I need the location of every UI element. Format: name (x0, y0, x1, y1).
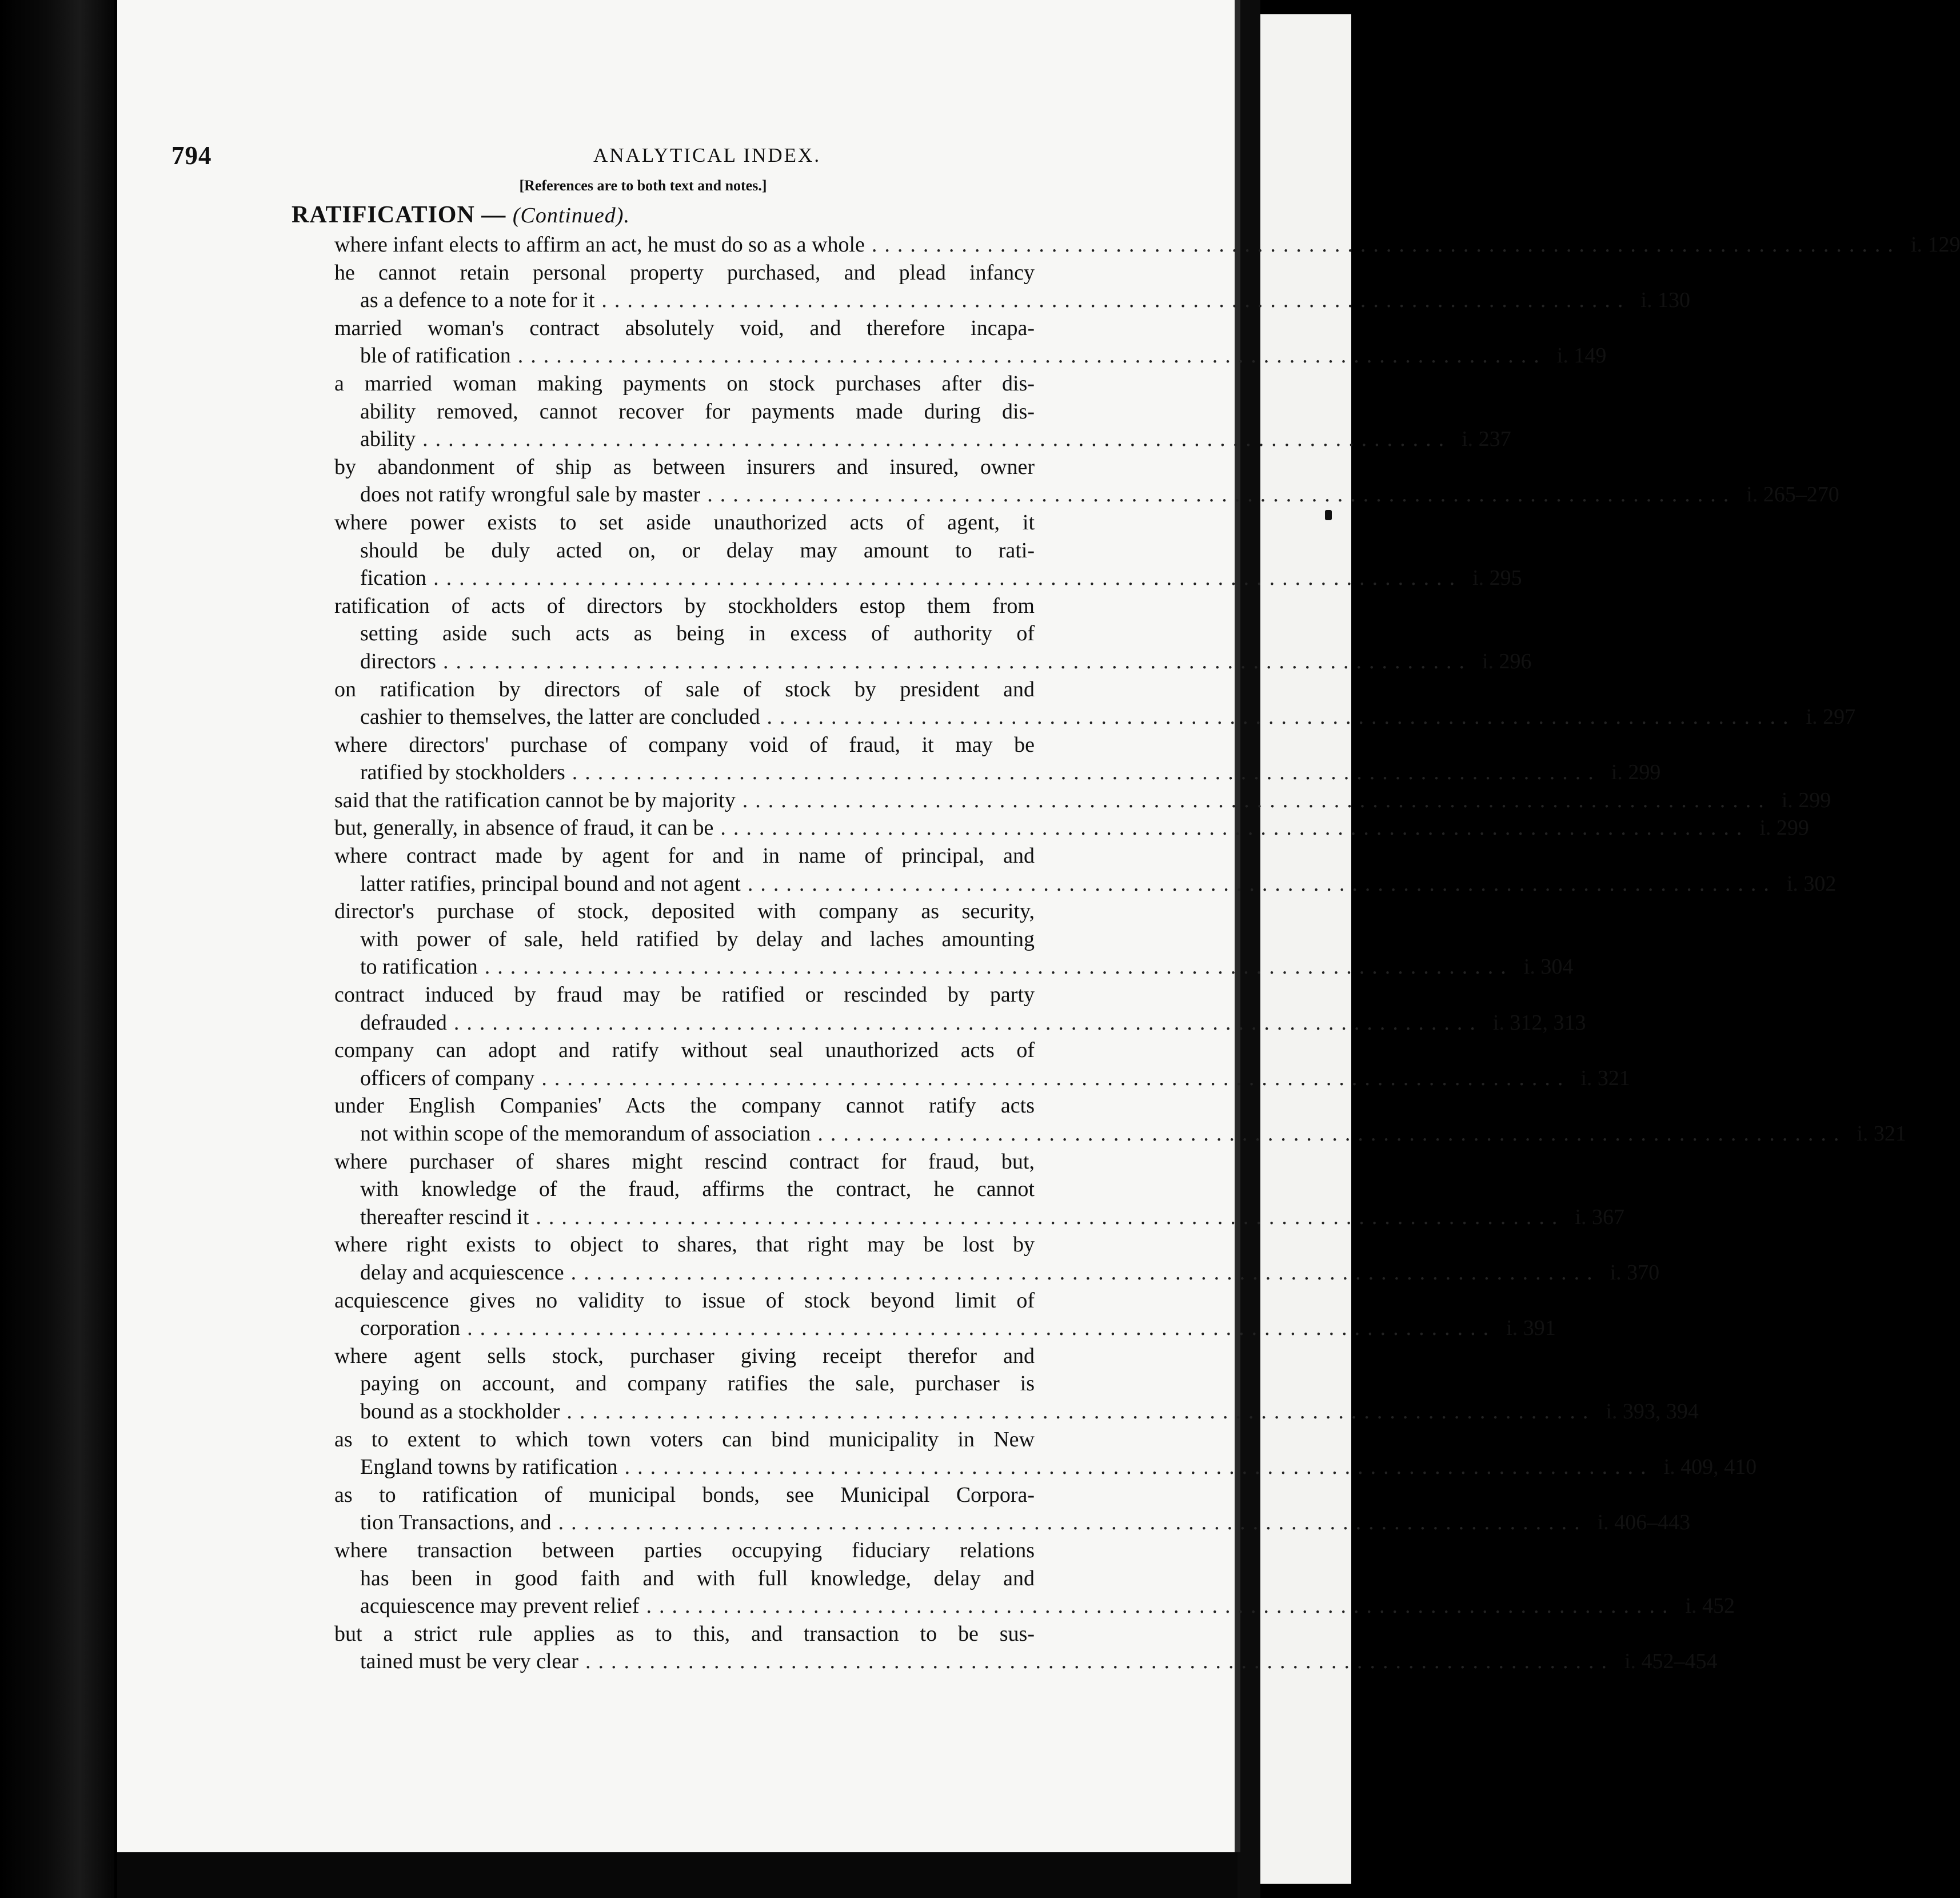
entry-text: directors (360, 649, 436, 673)
index-entry (334, 1620, 1718, 1676)
entry-last-line (334, 648, 1532, 676)
page-reference: i. 304 (1523, 955, 1574, 979)
page-reference: i. 299 (1781, 788, 1831, 812)
entry-line: married woman's contract absolutely void, and therefore incapa- (334, 316, 1035, 340)
index-entry (334, 1537, 1735, 1620)
page-edge-shadow (0, 0, 114, 1898)
dot-leader: ................................................................................ (646, 1594, 1675, 1618)
page-reference: i. 312, 313 (1492, 1010, 1586, 1035)
index-entries (334, 231, 1960, 1676)
entry-text: England towns by ratification (360, 1455, 618, 1480)
entry-last-line (334, 1009, 1586, 1037)
index-entry (334, 731, 1661, 787)
entry-line: has been in good faith and with full knowledge, delay and (360, 1566, 1035, 1590)
entry-line: ratification of acts of directors by stockholders estop them from (334, 593, 1035, 618)
entry-line: should be duly acted on, or delay may amount to rati- (360, 538, 1035, 563)
page-reference: i. 302 (1786, 871, 1837, 896)
index-entry (334, 231, 1960, 259)
page-reference: i. 130 (1640, 288, 1690, 313)
entry-text: delay and acquiescence (360, 1260, 564, 1285)
entry-text: said that the ratification cannot be by majority (334, 788, 736, 812)
page-reference: i. 391 (1506, 1316, 1556, 1341)
index-entry (334, 787, 1831, 815)
entry-line: where agent sells stock, purchaser giving receipt therefor and (334, 1343, 1035, 1368)
entry-line: contract induced by fraud may be ratified or rescinded by party (334, 983, 1035, 1007)
entry-line: paying on account, and company ratifies the sale, purchaser is (360, 1371, 1035, 1396)
page-reference: i. 295 (1472, 566, 1522, 591)
index-entry (334, 1287, 1556, 1342)
index-entry (334, 1092, 1906, 1147)
entry-line: setting aside such acts as being in excess of authority of (360, 621, 1035, 646)
entry-text: acquiescence may prevent relief (360, 1594, 640, 1618)
entry-line: a married woman making payments on stock purchases after dis- (334, 371, 1035, 396)
dot-leader: ................................................................................ (707, 483, 1737, 507)
entry-last-line (334, 787, 1831, 815)
index-entry (334, 370, 1511, 453)
entry-last-line (334, 1203, 1624, 1231)
dot-leader: ................................................................................ (720, 816, 1750, 840)
index-entry (334, 814, 1809, 842)
entry-text: but, generally, in absence of fraud, it can be (334, 816, 714, 840)
entry-text: does not ratify wrongful sale by master (360, 483, 701, 507)
entry-text: where infant elects to affirm an act, he must do so as a whole (334, 233, 865, 257)
page-header (171, 141, 1143, 175)
dot-leader: ................................................................................ (422, 427, 1452, 452)
index-entry (334, 981, 1586, 1036)
index-entry (334, 1342, 1699, 1426)
entry-text: latter ratifies, principal bound and not agent (360, 871, 741, 896)
page-reference: i. 299 (1759, 816, 1809, 840)
index-heading (292, 201, 630, 229)
entry-last-line (334, 1453, 1757, 1481)
index-entry (334, 509, 1522, 592)
entry-line: as to extent to which town voters can bind municipality in New (334, 1427, 1035, 1452)
index-entry (334, 676, 1856, 731)
entry-last-line (334, 342, 1607, 370)
entry-last-line (334, 425, 1511, 453)
dot-leader: ................................................................................ (624, 1455, 1654, 1480)
dot-leader: ................................................................................ (871, 233, 1901, 257)
page-reference: i. 129 (1910, 233, 1960, 257)
dot-leader: ................................................................................ (433, 566, 1463, 591)
entry-line: where transaction between parties occupying fiduciary relations (334, 1538, 1035, 1562)
entry-last-line (334, 1064, 1630, 1092)
entry-last-line (334, 481, 1839, 509)
heading-continued: (Continued). (512, 204, 630, 228)
index-entry (334, 453, 1839, 509)
index-entry (334, 842, 1837, 898)
page-reference: i. 296 (1482, 649, 1532, 673)
index-entry (334, 1231, 1660, 1286)
entry-text: ratified by stockholders (360, 760, 565, 785)
entry-last-line (334, 1592, 1735, 1620)
entry-line: company can adopt and ratify without seal unauthorized acts of (334, 1038, 1035, 1063)
entry-text: fication (360, 566, 427, 591)
dot-leader: ................................................................................ (572, 760, 1601, 785)
dot-leader: ................................................................................ (467, 1316, 1496, 1341)
dot-leader: ................................................................................ (742, 788, 1771, 812)
entry-last-line (334, 1398, 1699, 1426)
entry-last-line (334, 814, 1809, 842)
dot-leader: ................................................................................ (767, 705, 1796, 729)
entry-line: he cannot retain personal property purchased, and plead infancy (334, 260, 1035, 285)
entry-line: acquiescence gives no validity to issue of stock beyond limit of (334, 1288, 1035, 1313)
entry-last-line (334, 231, 1960, 259)
entry-line: ability removed, cannot recover for payments made during dis- (360, 399, 1035, 424)
entry-line: with knowledge of the fraud, affirms the contract, he cannot (360, 1177, 1035, 1202)
page-reference: i. 406–443 (1597, 1510, 1691, 1535)
dot-leader: ................................................................................ (484, 955, 1514, 979)
dot-leader: ................................................................................ (558, 1510, 1587, 1535)
entry-text: officers of company (360, 1066, 535, 1090)
entry-text: to ratification (360, 955, 478, 979)
entry-text: corporation (360, 1316, 461, 1341)
entry-last-line (334, 1259, 1660, 1287)
index-entry (334, 1481, 1691, 1537)
entry-last-line (334, 953, 1574, 981)
page-reference: i. 265–270 (1746, 483, 1839, 507)
page-reference: i. 321 (1857, 1122, 1906, 1146)
references-note: [References are to both text and notes.] (519, 177, 767, 194)
page-reference: i. 452–454 (1624, 1649, 1718, 1674)
page-reference: i. 367 (1575, 1205, 1624, 1229)
index-entry (334, 898, 1574, 981)
entry-text: cashier to themselves, the latter are concluded (360, 705, 760, 729)
entry-line: by abandonment of ship as between insurers and insured, owner (334, 454, 1035, 479)
entry-last-line (334, 564, 1522, 592)
entry-last-line (334, 1648, 1718, 1676)
page-reference: i. 297 (1806, 705, 1856, 729)
dot-leader: ................................................................................ (442, 649, 1472, 673)
dot-leader: ................................................................................ (817, 1122, 1847, 1146)
index-entry (334, 592, 1532, 676)
index-entry (334, 1148, 1624, 1231)
entry-text: defrauded (360, 1010, 447, 1035)
entry-last-line (334, 759, 1661, 787)
entry-line: where directors' purchase of company void of fraud, it may be (334, 732, 1035, 757)
entry-text: as a defence to a note for it (360, 288, 595, 313)
entry-text: tion Transactions, and (360, 1510, 552, 1535)
entry-line: where right exists to object to shares, that right may be lost by (334, 1233, 1035, 1257)
entry-text: tained must be very clear (360, 1649, 578, 1674)
index-entry (334, 314, 1607, 370)
entry-line: on ratification by directors of sale of stock by president and (334, 677, 1035, 701)
entry-line: where contract made by agent for and in name of principal, and (334, 844, 1035, 868)
index-entry (334, 1036, 1630, 1092)
page-reference: i. 299 (1611, 760, 1661, 785)
running-title: ANALYTICAL INDEX. (593, 144, 821, 166)
page-reference: i. 452 (1685, 1594, 1735, 1618)
page-bottom-shadow (117, 1852, 1238, 1898)
index-entry (334, 259, 1690, 314)
entry-last-line (334, 703, 1856, 731)
page-reference: i. 237 (1462, 427, 1511, 452)
page-reference: i. 370 (1610, 1260, 1660, 1285)
entry-line: where purchaser of shares might rescind contract for fraud, but, (334, 1149, 1035, 1174)
page-reference: i. 149 (1556, 344, 1607, 368)
entry-line: director's purchase of stock, deposited with company as security, (334, 899, 1035, 924)
dot-leader: ................................................................................ (570, 1260, 1600, 1285)
page-reference: i. 321 (1580, 1066, 1630, 1090)
entry-last-line (334, 1120, 1906, 1148)
entry-last-line (334, 286, 1690, 314)
dot-leader: ................................................................................ (747, 871, 1777, 896)
heading-term: RATIFICATION — (292, 202, 506, 228)
entry-text: ble of ratification (360, 344, 511, 368)
entry-last-line (334, 870, 1837, 898)
entry-last-line (334, 1509, 1691, 1537)
entry-line: as to ratification of municipal bonds, see Municipal Corpora- (334, 1482, 1035, 1507)
dot-leader: ................................................................................ (566, 1399, 1596, 1424)
entry-line: under English Companies' Acts the company cannot ratify acts (334, 1094, 1035, 1118)
entry-text: thereafter rescind it (360, 1205, 529, 1229)
entry-line: but a strict rule applies as to this, and transaction to be sus- (334, 1621, 1035, 1646)
entry-text: ability (360, 427, 416, 452)
entry-last-line (334, 1314, 1556, 1342)
ink-speck (1325, 510, 1332, 520)
dot-leader: ................................................................................ (453, 1010, 1483, 1035)
page-reference: i. 393, 394 (1606, 1399, 1699, 1424)
dot-leader: ................................................................................ (536, 1205, 1565, 1229)
page-number: 794 (171, 141, 212, 170)
dot-leader: ................................................................................ (585, 1649, 1614, 1674)
entry-line: with power of sale, held ratified by delay and laches amounting (360, 927, 1035, 951)
index-entry (334, 1426, 1757, 1481)
dot-leader: ................................................................................ (601, 288, 1631, 313)
dot-leader: ................................................................................ (541, 1066, 1571, 1090)
dot-leader: ................................................................................ (517, 344, 1547, 368)
entry-text: bound as a stockholder (360, 1399, 560, 1424)
entry-text: not within scope of the memorandum of association (360, 1122, 811, 1146)
entry-line: where power exists to set aside unauthorized acts of agent, it (334, 510, 1035, 535)
page-reference: i. 409, 410 (1663, 1455, 1757, 1480)
